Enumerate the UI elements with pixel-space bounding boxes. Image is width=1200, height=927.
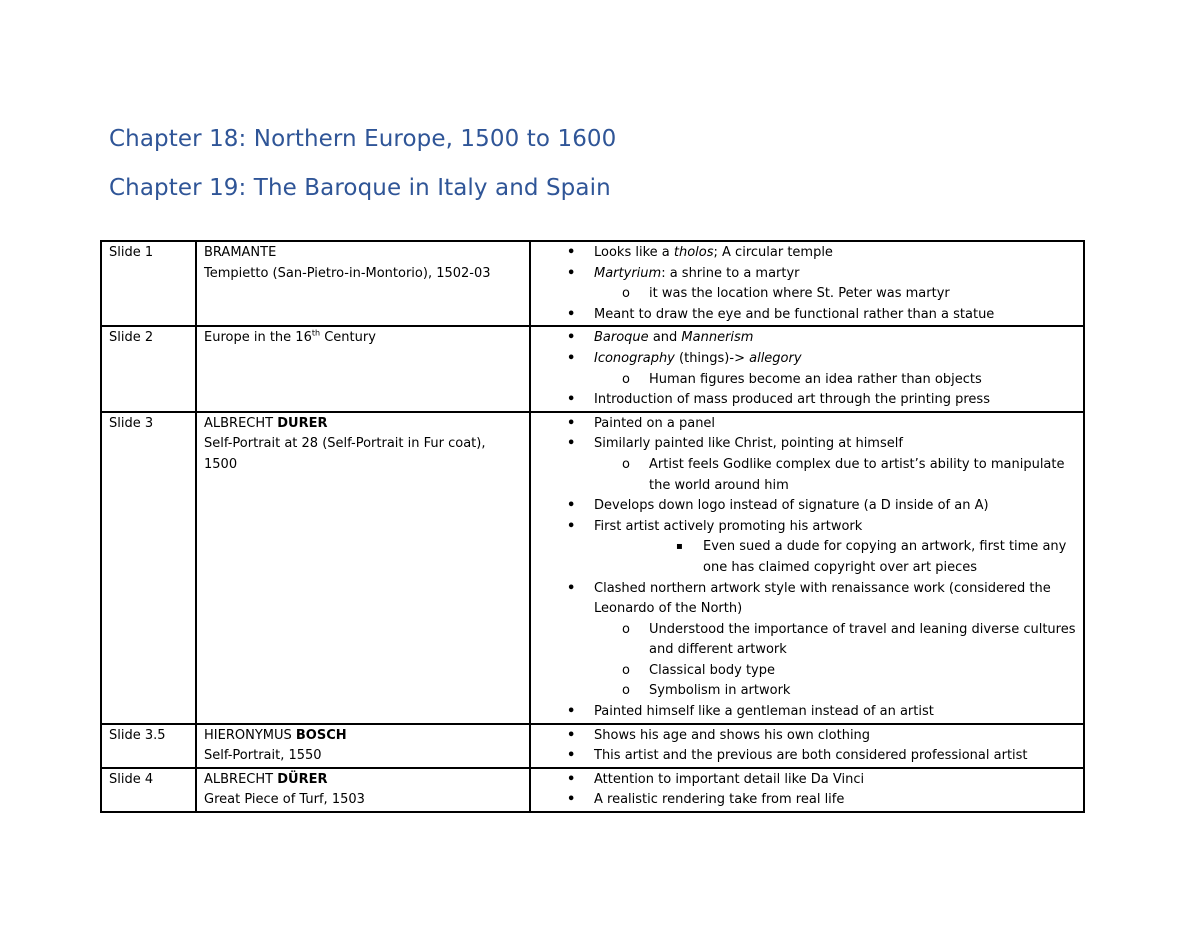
bullet-marker: • [567, 436, 576, 452]
list-item [538, 496, 1077, 517]
artist-line [204, 726, 523, 747]
artist-first-name: Europe in the 16 [204, 330, 312, 346]
list-item [538, 537, 1077, 578]
list-item [538, 790, 1077, 811]
notes-list [538, 726, 1077, 767]
slide-number: Slide 2 [109, 330, 154, 346]
notes-cell [530, 241, 1084, 326]
ordinal-suffix: th [311, 329, 321, 339]
bullet-marker: o [622, 371, 630, 387]
bullet-marker: • [567, 350, 576, 366]
bullet-marker: o [622, 683, 630, 699]
note-text: Iconography [594, 350, 675, 366]
slide-number: Slide 4 [109, 771, 154, 787]
list-item [538, 349, 1077, 370]
artwork-title: 1500 [204, 456, 238, 472]
bullet-marker: • [567, 392, 576, 408]
notes-list [538, 414, 1077, 723]
slide-number-cell [101, 326, 196, 411]
bullet-marker: • [567, 771, 576, 787]
bullet-marker: • [567, 306, 576, 322]
note-text: Clashed northern artwork style with renaissance work (considered the Leonardo of the North) [594, 580, 1051, 617]
bullet-marker: • [567, 792, 576, 808]
list-item [538, 370, 1077, 391]
bullet-marker: • [567, 265, 576, 281]
artwork-title: Tempietto (San-Pietro-in-Montorio), 1502-03 [204, 265, 491, 281]
bullet-marker: • [567, 704, 576, 720]
note-text: Shows his age and shows his own clothing [594, 727, 871, 743]
bullet-marker: • [567, 727, 576, 743]
list-item [538, 414, 1077, 435]
notes-list [538, 243, 1077, 325]
artist-first-name: ALBRECHT [204, 415, 278, 431]
note-text: Martyrium [594, 265, 662, 281]
artist-line [204, 770, 523, 791]
note-text: Human figures become an idea rather than objects [649, 371, 982, 387]
note-text: A realistic rendering take from real life [594, 792, 845, 808]
list-item [538, 770, 1077, 791]
table-row [101, 724, 1084, 768]
list-item [538, 726, 1077, 747]
table-row [101, 412, 1084, 724]
notes-cell [530, 724, 1084, 768]
bullet-marker: ▪ [676, 541, 683, 553]
note-text: Looks like a [594, 245, 674, 260]
list-item [538, 264, 1077, 285]
bullet-marker: • [567, 498, 576, 514]
artist-name: BRAMANTE [204, 245, 277, 260]
list-item [538, 517, 1077, 538]
note-text: This artist and the previous are both considered professional artist [594, 748, 1028, 764]
slide-number-cell [101, 724, 196, 768]
slide-number-cell [101, 768, 196, 812]
slide-number: Slide 1 [109, 245, 154, 260]
bullet-marker: • [567, 580, 576, 596]
artist-first-name: HIERONYMUS [204, 727, 296, 743]
artwork-cell [196, 412, 530, 724]
note-text: Mannerism [681, 330, 754, 346]
note-text: it was the location where St. Peter was martyr [649, 286, 950, 302]
artwork-cell [196, 326, 530, 411]
note-text: : a shrine to a martyr [661, 265, 800, 281]
chapter-18-heading: Chapter 18: Northern Europe, 1500 to 1600 [109, 126, 617, 152]
list-item [538, 328, 1077, 349]
list-item [538, 305, 1077, 326]
bullet-marker: • [567, 415, 576, 431]
list-item [538, 746, 1077, 767]
note-text: Understood the importance of travel and leaning diverse cultures and different artwork [649, 621, 1076, 658]
artwork-cell [196, 724, 530, 768]
artwork-cell [196, 768, 530, 812]
slide-notes-table [100, 240, 1085, 813]
artist-surname: DÜRER [277, 771, 328, 787]
list-item [538, 284, 1077, 305]
slide-number-cell [101, 412, 196, 724]
bullet-marker: • [567, 518, 576, 534]
note-text: (things)-> [674, 350, 750, 366]
notes-list [538, 770, 1077, 811]
artwork-title: Self-Portrait, 1550 [204, 748, 322, 764]
slide-number-cell [101, 241, 196, 326]
note-text: tholos [673, 245, 714, 260]
slide-number: Slide 3.5 [109, 727, 166, 743]
chapter-19-heading: Chapter 19: The Baroque in Italy and Spain [109, 175, 611, 201]
note-text: Even sued a dude for copying an artwork, first time any one has claimed copyright over art pieces [703, 539, 1067, 575]
list-item [538, 579, 1077, 620]
note-text: First artist actively promoting his artwork [594, 518, 863, 534]
note-text: Develops down logo instead of signature (a D inside of an A) [594, 498, 989, 514]
list-item [538, 702, 1077, 723]
note-text: Classical body type [649, 662, 775, 678]
notes-cell [530, 768, 1084, 812]
notes-cell [530, 412, 1084, 724]
artist-line [204, 414, 523, 435]
table-row [101, 241, 1084, 326]
list-item [538, 661, 1077, 682]
note-text: Baroque [594, 330, 649, 346]
note-text: Introduction of mass produced art through the printing press [594, 392, 990, 408]
note-text: Artist feels Godlike complex due to artist’s ability to manipulate the world around him [649, 456, 1065, 493]
bullet-marker: o [622, 621, 630, 637]
bullet-marker: • [567, 245, 576, 260]
note-text: and [648, 330, 682, 346]
table-row [101, 768, 1084, 812]
note-text: Meant to draw the eye and be functional rather than a statue [594, 306, 995, 322]
artist-line [204, 243, 523, 264]
bullet-marker: o [622, 456, 630, 472]
artwork-cell [196, 241, 530, 326]
list-item [538, 434, 1077, 455]
notes-list [538, 328, 1077, 410]
slide-number: Slide 3 [109, 415, 154, 431]
note-text: Painted himself like a gentleman instead of an artist [594, 704, 934, 720]
list-item [538, 243, 1077, 264]
bullet-marker: o [622, 662, 630, 678]
artist-name: Century [320, 330, 376, 346]
artwork-title: Self-Portrait at 28 (Self-Portrait in Fur coat), [204, 436, 486, 452]
note-text: ; A circular temple [713, 245, 833, 260]
bullet-marker: • [567, 330, 576, 346]
list-item [538, 455, 1077, 496]
artist-line [204, 328, 523, 349]
artist-first-name: ALBRECHT [204, 771, 278, 787]
bullet-marker: o [622, 286, 630, 302]
artist-surname: DURER [277, 415, 328, 431]
artist-surname: BOSCH [295, 727, 347, 743]
note-text: Symbolism in artwork [649, 683, 791, 699]
note-text: Attention to important detail like Da Vinci [594, 771, 865, 787]
note-text: allegory [749, 350, 802, 366]
table-row [101, 326, 1084, 411]
notes-cell [530, 326, 1084, 411]
list-item [538, 620, 1077, 661]
list-item [538, 681, 1077, 702]
artwork-title: Great Piece of Turf, 1503 [204, 792, 365, 808]
note-text: Similarly painted like Christ, pointing at himself [594, 436, 903, 452]
bullet-marker: • [567, 748, 576, 764]
list-item [538, 390, 1077, 411]
note-text: Painted on a panel [594, 415, 716, 431]
